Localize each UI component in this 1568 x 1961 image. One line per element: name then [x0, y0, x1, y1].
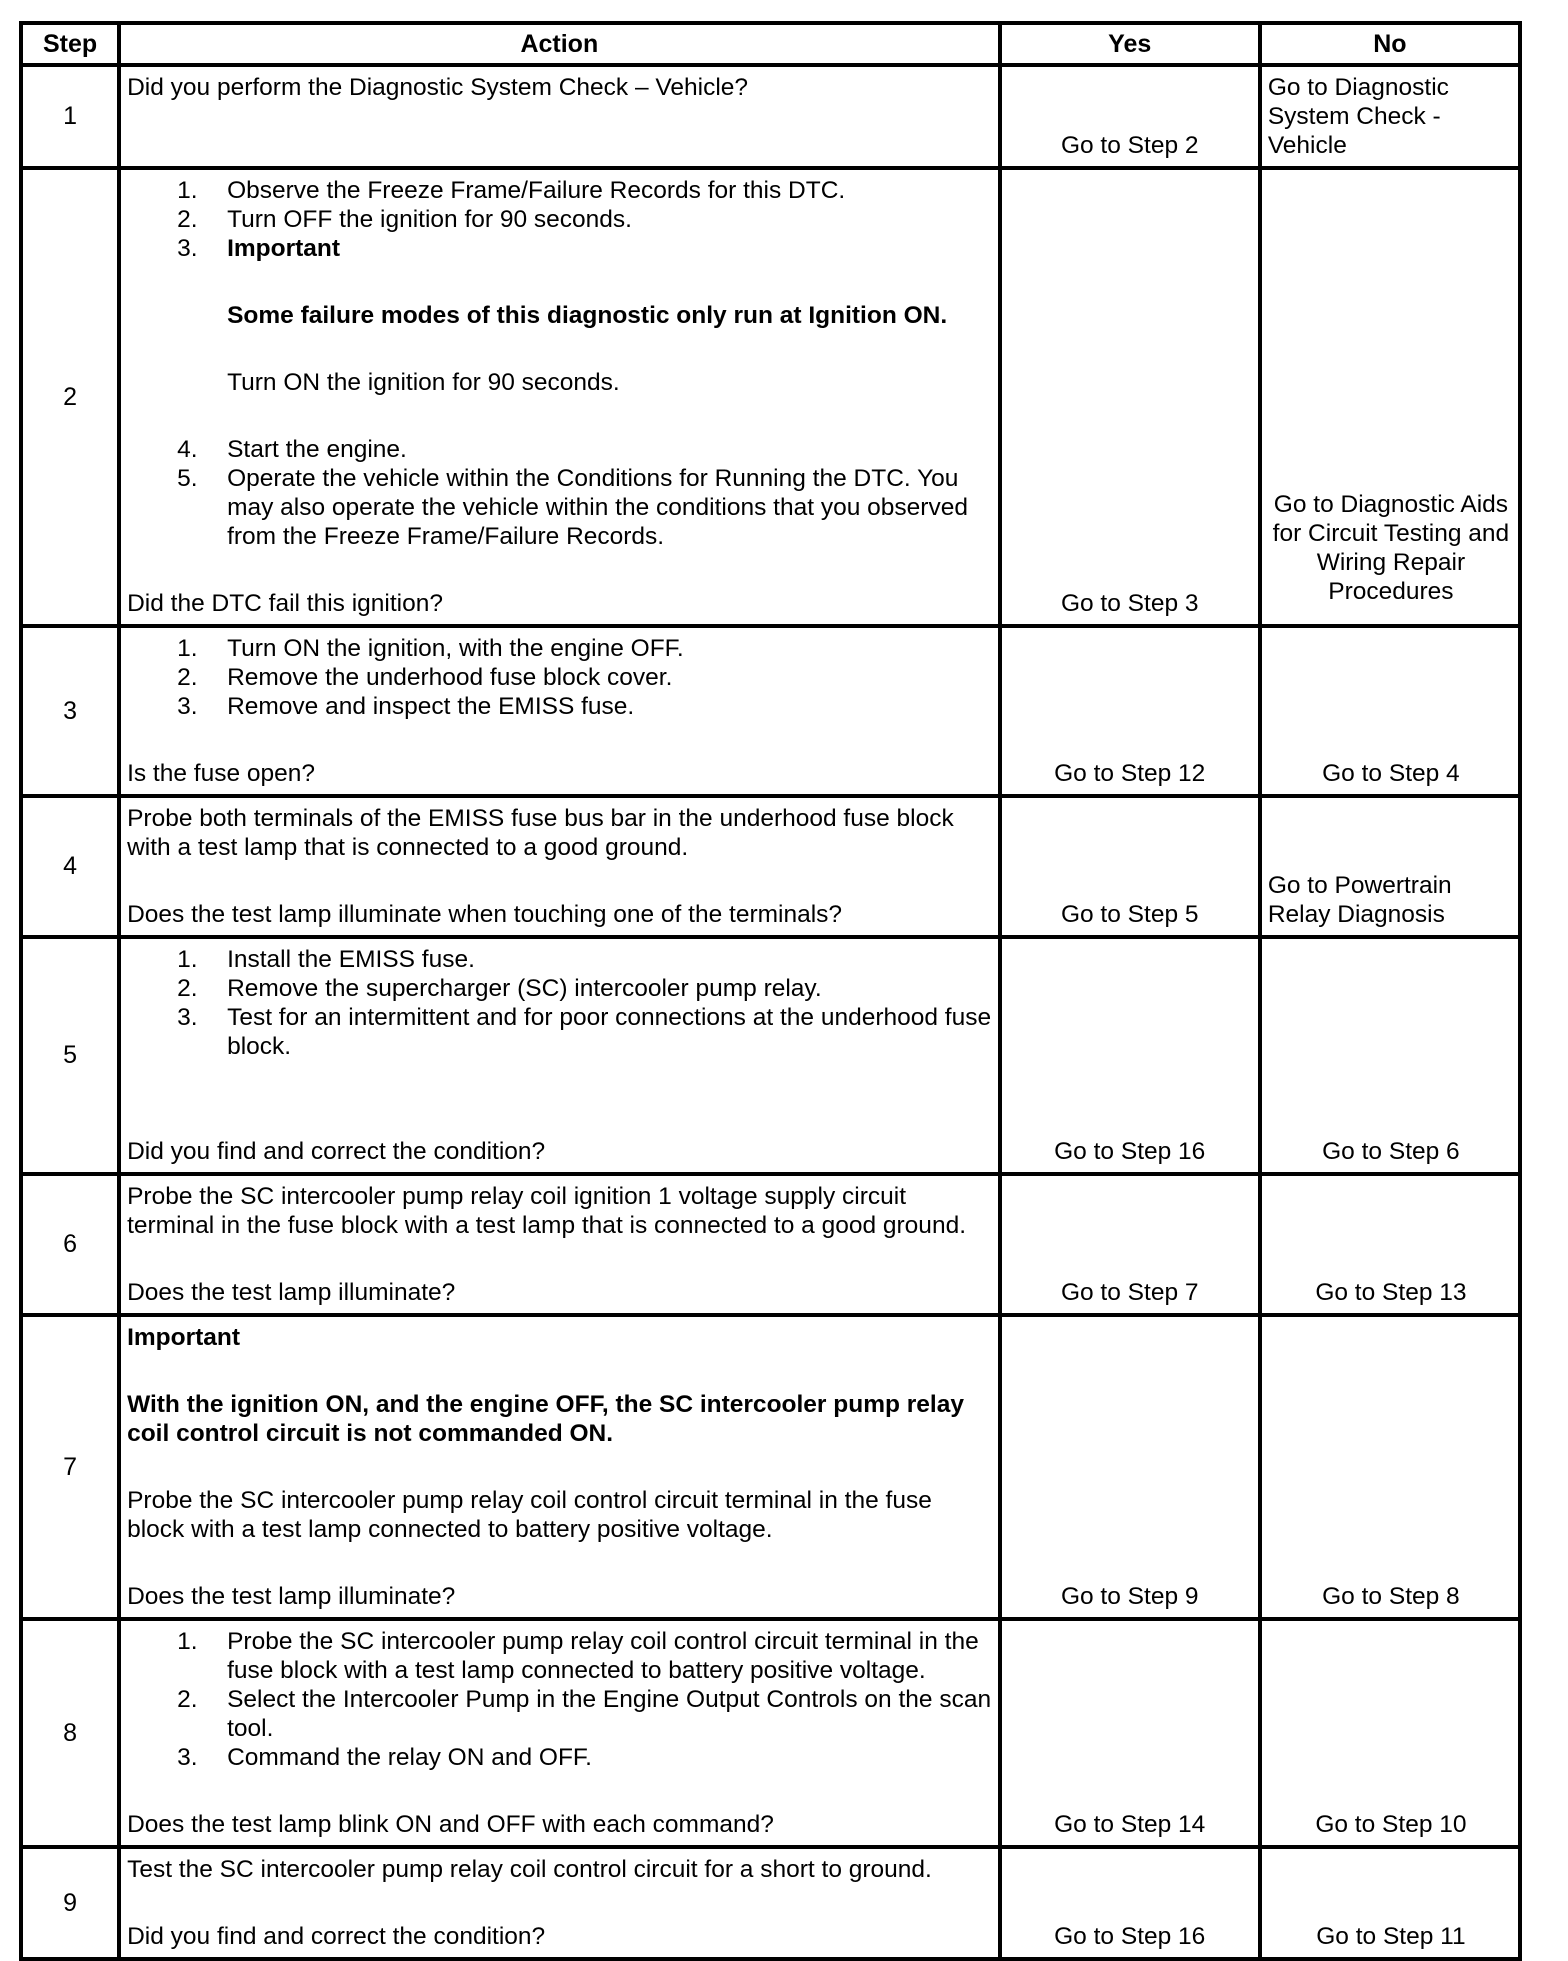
yes-cell: Go to Step 14	[1000, 1619, 1260, 1847]
no-cell: Go to Step 8	[1260, 1315, 1520, 1619]
yes-cell: Go to Step 9	[1000, 1315, 1260, 1619]
yes-cell: Go to Step 12	[1000, 626, 1260, 796]
header-step: Step	[21, 23, 119, 65]
no-cell: Go to Powertrain Relay Diagnosis	[1260, 796, 1520, 937]
yes-cell: Go to Step 16	[1000, 1847, 1260, 1959]
yes-cell: Go to Step 3	[1000, 168, 1260, 626]
procedure-list	[127, 176, 994, 551]
important-followup: Turn ON the ignition for 90 seconds.	[227, 369, 620, 396]
yes-cell: Go to Step 2	[1000, 65, 1260, 168]
procedure-item: 2. Remove the supercharger (SC) intercooler pump relay.	[177, 975, 822, 1002]
step-number: 1	[21, 65, 119, 168]
procedure-item: 2. Turn OFF the ignition for 90 seconds.	[177, 206, 632, 233]
procedure-item: 2. Select the Intercooler Pump in the Engine Output Controls on the scan tool.	[177, 1686, 992, 1742]
action-cell	[119, 1847, 1000, 1959]
table-row	[21, 626, 1520, 796]
instruction-text: Test the SC intercooler pump relay coil control circuit for a short to ground.	[127, 1856, 932, 1883]
action-cell	[119, 937, 1000, 1174]
no-cell: Go to Diagnostic Aids for Circuit Testing and Wiring Repair Procedures	[1260, 168, 1520, 626]
step-number: 3	[21, 626, 119, 796]
action-cell	[119, 1174, 1000, 1315]
procedure-item: 3. Test for an intermittent and for poor connections at the underhood fuse block.	[177, 1004, 992, 1060]
procedure-list	[127, 634, 994, 721]
question-text: Does the test lamp illuminate?	[127, 1279, 456, 1306]
procedure-item: 5. Operate the vehicle within the Conditions for Running the DTC. You may also operate the vehicle within the conditions that you observed from the Freeze Frame/Failure Records.	[177, 465, 968, 550]
no-cell: Go to Step 11	[1260, 1847, 1520, 1959]
table-row	[21, 168, 1520, 626]
step-number: 4	[21, 796, 119, 937]
instruction-text: Probe both terminals of the EMISS fuse bus bar in the underhood fuse block with a test lamp that is connected to a good ground.	[127, 805, 954, 861]
table-row	[21, 1847, 1520, 1959]
header-action: Action	[119, 23, 1000, 65]
procedure-item: 1. Probe the SC intercooler pump relay coil control circuit terminal in the fuse block with a test lamp connected to battery positive voltage.	[177, 1628, 979, 1684]
yes-cell: Go to Step 5	[1000, 796, 1260, 937]
table-row	[21, 65, 1520, 168]
question-text: Is the fuse open?	[127, 760, 316, 787]
no-cell: Go to Step 10	[1260, 1619, 1520, 1847]
step-number: 5	[21, 937, 119, 1174]
step-number: 9	[21, 1847, 119, 1959]
procedure-item: 1. Observe the Freeze Frame/Failure Records for this DTC.	[177, 177, 846, 204]
no-cell: Go to Step 4	[1260, 626, 1520, 796]
procedure-item: 1. Install the EMISS fuse.	[177, 946, 475, 973]
action-cell	[119, 796, 1000, 937]
procedure-list	[127, 1627, 994, 1772]
no-cell: Go to Step 6	[1260, 937, 1520, 1174]
important-note: Some failure modes of this diagnostic only run at Ignition ON.	[227, 302, 948, 329]
instruction-text: Probe the SC intercooler pump relay coil ignition 1 voltage supply circuit terminal in the fuse block with a test lamp that is connected to a good ground.	[127, 1183, 966, 1239]
header-row	[21, 23, 1520, 65]
action-cell	[119, 168, 1000, 626]
step-number: 7	[21, 1315, 119, 1619]
procedure-list	[127, 945, 994, 1061]
table-row	[21, 796, 1520, 937]
instruction-text: Probe the SC intercooler pump relay coil control circuit terminal in the fuse block with a test lamp connected to battery positive voltage.	[127, 1487, 932, 1543]
step-number: 6	[21, 1174, 119, 1315]
header-yes: Yes	[1000, 23, 1260, 65]
question-text: Did the DTC fail this ignition?	[127, 590, 443, 617]
procedure-item: 1. Turn ON the ignition, with the engine OFF.	[177, 635, 684, 662]
question-text: Does the test lamp illuminate?	[127, 1583, 456, 1610]
important-label: Important	[127, 1324, 241, 1351]
table-row	[21, 1619, 1520, 1847]
action-cell	[119, 1619, 1000, 1847]
action-cell	[119, 626, 1000, 796]
question-text: Did you find and correct the condition?	[127, 1138, 546, 1165]
diagnostic-table	[19, 21, 1522, 1961]
table-row	[21, 1174, 1520, 1315]
procedure-item: 2. Remove the underhood fuse block cover.	[177, 664, 673, 691]
procedure-item: 3. Remove and inspect the EMISS fuse.	[177, 693, 635, 720]
no-cell: Go to Step 13	[1260, 1174, 1520, 1315]
important-note: With the ignition ON, and the engine OFF, the SC intercooler pump relay coil control circuit is not commanded ON.	[127, 1391, 964, 1447]
yes-cell: Go to Step 16	[1000, 937, 1260, 1174]
action-cell	[119, 1315, 1000, 1619]
step-number: 2	[21, 168, 119, 626]
table-row	[21, 1315, 1520, 1619]
header-no: No	[1260, 23, 1520, 65]
procedure-item: 3. Command the relay ON and OFF.	[177, 1744, 592, 1771]
procedure-item: 3. Important Some failure modes of this diagnostic only run at Ignition ON. Turn ON the ignition for 90 seconds.	[127, 234, 994, 435]
question-text: Did you perform the Diagnostic System Check – Vehicle?	[127, 74, 749, 101]
question-text: Does the test lamp illuminate when touching one of the terminals?	[127, 901, 843, 928]
question-text: Does the test lamp blink ON and OFF with each command?	[127, 1811, 774, 1838]
step-number: 8	[21, 1619, 119, 1847]
question-text: Did you find and correct the condition?	[127, 1923, 546, 1950]
table-row	[21, 937, 1520, 1174]
action-cell	[119, 65, 1000, 168]
no-cell: Go to Diagnostic System Check - Vehicle	[1260, 65, 1520, 168]
procedure-item: 4. Start the engine.	[177, 436, 407, 463]
yes-cell: Go to Step 7	[1000, 1174, 1260, 1315]
